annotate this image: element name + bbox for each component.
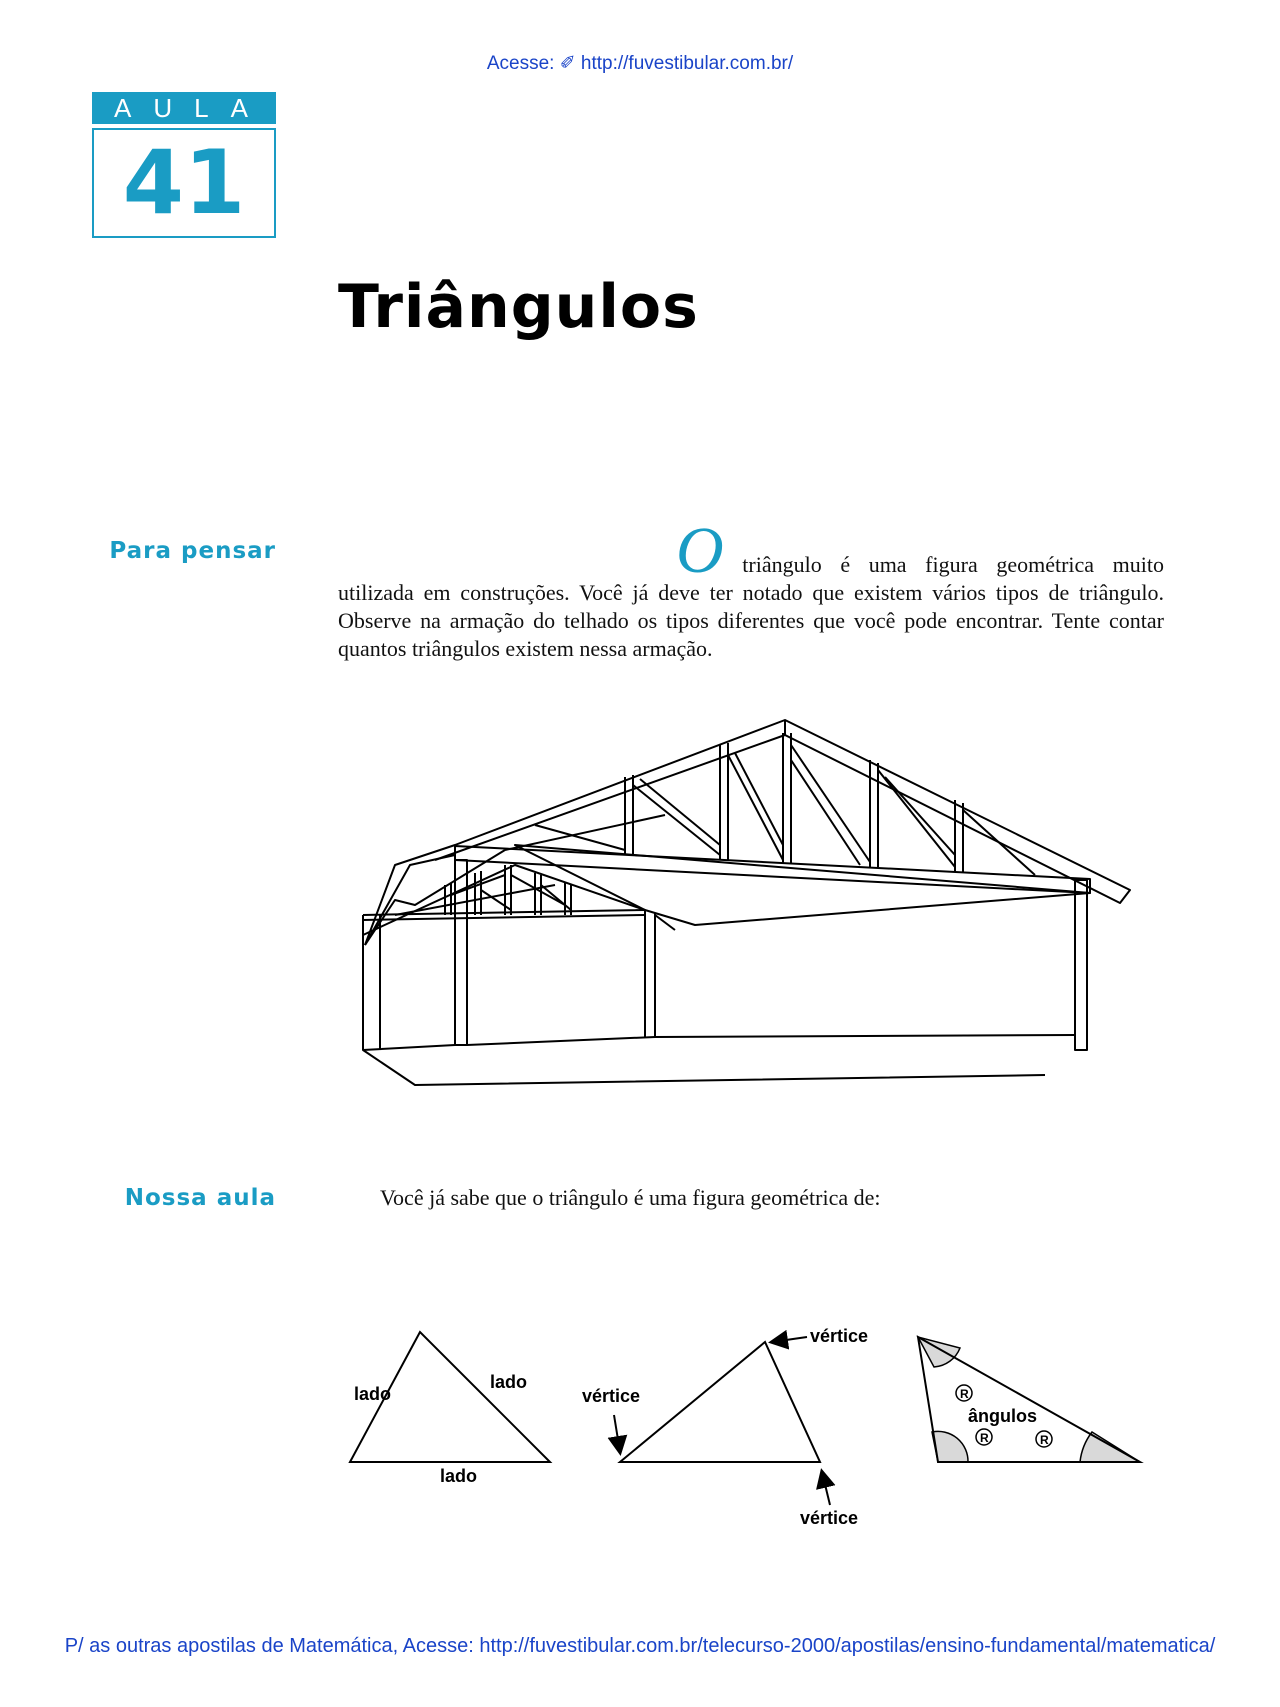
section-heading-nossa-aula: Nossa aula — [124, 1185, 276, 1211]
label-vertice-left: vértice — [582, 1386, 641, 1406]
label-lado-left: lado — [354, 1384, 392, 1404]
label-vertice-top: vértice — [810, 1326, 869, 1346]
triangle-vertices — [620, 1342, 820, 1462]
label-lado-right: lado — [490, 1372, 528, 1392]
header-link[interactable]: Acesse: ✐ http://fuvestibular.com.br/ — [486, 53, 794, 74]
page-title: Triângulos — [338, 272, 699, 342]
svg-text:R: R — [1040, 1433, 1049, 1447]
svg-text:R: R — [960, 1387, 969, 1401]
label-lado-bottom: lado — [440, 1466, 478, 1486]
triangle-diagrams — [340, 1320, 1160, 1540]
section-heading-para-pensar: Para pensar — [109, 538, 276, 564]
aula-badge — [92, 92, 276, 238]
label-angulos: ângulos — [968, 1406, 1038, 1426]
label-vertice-bottom: vértice — [800, 1508, 859, 1528]
footer-link[interactable]: P/ as outras apostilas de Matemática, Acesse: http://fuvestibular.com.br/telecurso-2000/apostilas/ensino-fundamental/matematica/ — [64, 1635, 1216, 1657]
angle-mark-1 — [956, 1385, 972, 1401]
angle-mark-2 — [976, 1429, 992, 1445]
aula-label: AULA — [92, 92, 276, 124]
angle-mark-3 — [1036, 1431, 1052, 1447]
para-pensar-paragraph — [338, 514, 1164, 663]
drop-cap: O — [676, 514, 724, 587]
aula-number: 41 — [92, 128, 276, 238]
svg-text:R: R — [980, 1431, 989, 1445]
nossa-aula-text: Você já sabe que o triângulo é uma figura geométrica de: — [380, 1185, 881, 1210]
roof-truss-illustration — [355, 715, 1135, 1105]
para-pensar-text: triângulo é uma figura geométrica muito utilizada em construções. Você já deve ter notado que existem vários tipos de triângulo. Observe na armação do telhado os tipos diferentes que você pode encontrar. Tente contar quantos triângulos existem nessa armação. — [338, 552, 1164, 661]
